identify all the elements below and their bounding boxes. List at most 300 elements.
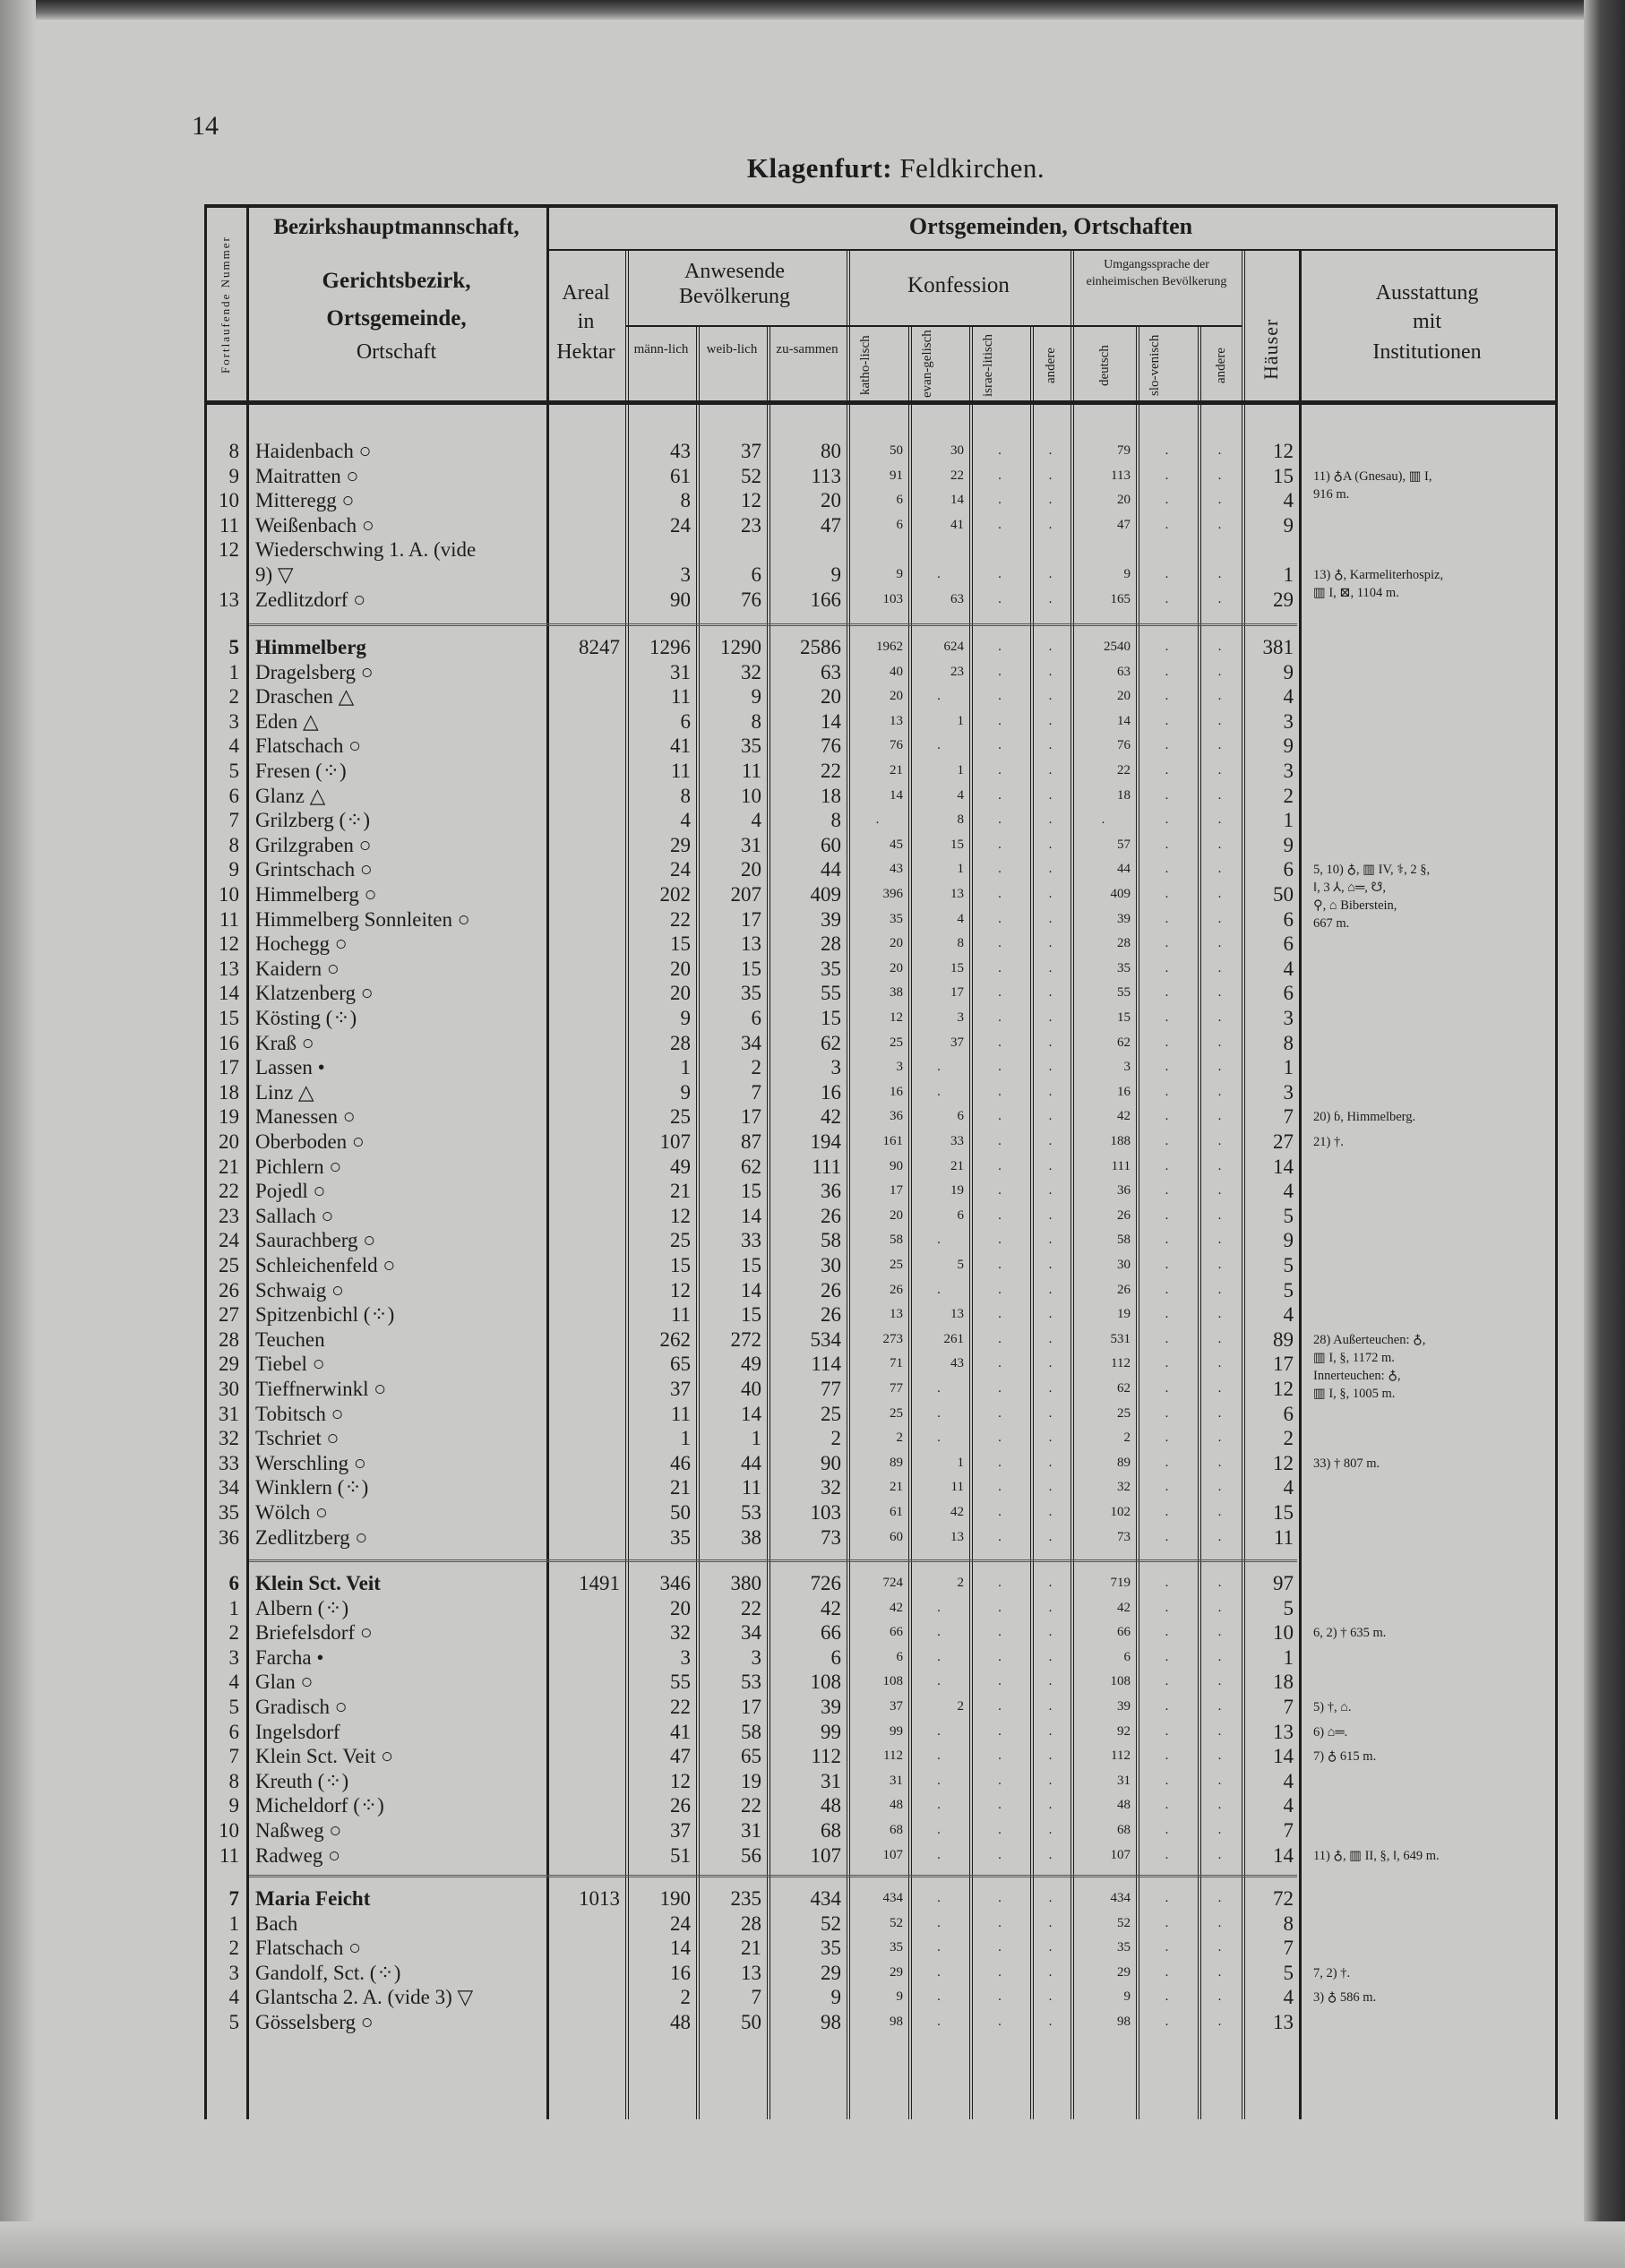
male-value: 14 (670, 1937, 691, 1960)
german-value: 108 (1110, 1674, 1131, 1689)
female-value: 1 (751, 1427, 761, 1450)
female-value: 56 (741, 1843, 761, 1867)
slovene-value: . (1165, 1060, 1169, 1075)
other-language-value: . (1217, 2015, 1222, 2029)
houses-value: 9 (1283, 833, 1294, 856)
other-confession-value: . (1048, 1798, 1053, 1813)
header-rule (625, 325, 847, 327)
israelite-value: . (998, 812, 1002, 828)
houses-value: 14 (1273, 1843, 1294, 1867)
catholic-value: 29 (890, 1964, 903, 1980)
german-value: 14 (1117, 713, 1131, 728)
other-language-value: . (1217, 1480, 1222, 1495)
other-language-value: . (1217, 443, 1222, 458)
slovene-value: . (1165, 1600, 1169, 1615)
section-separator (249, 1875, 1297, 1877)
column-rule (696, 325, 697, 2119)
total-value: 534 (810, 1327, 841, 1351)
total-value: 108 (810, 1671, 841, 1694)
facilities-note: 11) ♁A (Gnesau), ▥ I, 916 m. (1313, 468, 1432, 502)
israelite-value: . (998, 787, 1002, 803)
other-confession-value: . (1048, 1600, 1053, 1615)
slovene-value: . (1165, 1505, 1169, 1519)
other-confession-value: . (1048, 960, 1053, 975)
israelite-value: . (998, 1964, 1002, 1980)
locality-name: Klein Sct. Veit ○ (255, 1745, 394, 1768)
male-value: 48 (670, 2011, 691, 2033)
male-value: 26 (670, 1794, 691, 1817)
israelite-value: . (998, 1207, 1002, 1223)
slovene-value: . (1165, 1480, 1169, 1495)
houses-value: 97 (1273, 1572, 1294, 1594)
houses-value: 381 (1262, 636, 1294, 658)
slovene-value: . (1165, 1576, 1169, 1590)
houses-value: 4 (1283, 1303, 1294, 1327)
catholic-value: 48 (890, 1798, 903, 1813)
german-value: 62 (1117, 1381, 1131, 1396)
row-number: 30 (219, 1378, 239, 1400)
locality-name: Oberboden ○ (255, 1130, 365, 1153)
total-value: 36 (821, 1180, 841, 1203)
slovene-value: . (1165, 1084, 1169, 1099)
other-confession-value: . (1048, 1964, 1053, 1980)
german-value: 107 (1110, 1847, 1131, 1862)
female-value: 7 (751, 1986, 761, 2009)
evangelic-value: . (937, 1649, 941, 1664)
other-language-value: . (1217, 1649, 1222, 1664)
german-value: 20 (1117, 689, 1131, 704)
municipality-name: Maria Feicht (255, 1887, 371, 1910)
total-value: 166 (810, 588, 841, 611)
column-rule (911, 325, 912, 2119)
slovene-value: . (1165, 640, 1169, 654)
locality-name: Farcha • (255, 1645, 324, 1669)
locality-name: Briefelsdorf ○ (255, 1621, 373, 1645)
other-confession-value: . (1048, 1480, 1053, 1495)
locality-name: Eden △ (255, 709, 319, 733)
german-value: 6 (1123, 1649, 1131, 1664)
evangelic-value: 15 (950, 837, 964, 852)
total-value: 58 (821, 1229, 841, 1252)
other-confession-value: . (1048, 1915, 1053, 1930)
other-language-value: . (1217, 1084, 1222, 1099)
female-value: 4 (751, 809, 761, 832)
houses-value: 9 (1283, 735, 1294, 758)
german-value: 112 (1111, 1748, 1131, 1764)
female-value: 76 (741, 588, 761, 611)
female-value: 22 (741, 1794, 761, 1817)
israelite-value: . (998, 664, 1002, 679)
israelite-value: . (998, 1158, 1002, 1173)
other-confession-value: . (1048, 1233, 1053, 1248)
evangelic-value: 33 (950, 1134, 964, 1148)
houses-value: 3 (1283, 1080, 1294, 1104)
evangelic-value: . (937, 567, 941, 581)
male-value: 20 (670, 982, 691, 1005)
other-language-value: . (1217, 689, 1222, 704)
municipality-name: Klein Sct. Veit (255, 1572, 381, 1594)
slovene-value: . (1165, 1109, 1169, 1124)
catholic-value: 273 (882, 1331, 903, 1346)
slovene-value: . (1165, 812, 1169, 828)
female-value: 2 (751, 1056, 761, 1079)
male-value: 24 (670, 858, 691, 881)
total-value: 99 (821, 1720, 841, 1743)
facilities-note: 33) † 807 m. (1313, 1456, 1380, 1471)
slovene-value: . (1165, 1307, 1169, 1322)
slovene-value: . (1165, 591, 1169, 606)
male-value: 31 (670, 660, 691, 683)
slovene-value: . (1165, 887, 1169, 901)
slovene-value: . (1165, 1989, 1169, 2005)
row-number: 5 (228, 1696, 239, 1718)
evangelic-value: . (937, 1084, 941, 1099)
german-value: 188 (1110, 1134, 1131, 1148)
column-rule (1200, 325, 1201, 2119)
slovene-value: . (1165, 1773, 1169, 1788)
male-value: 35 (670, 1525, 691, 1549)
row-number: 4 (228, 1986, 239, 2009)
slovene-value: . (1165, 1405, 1169, 1421)
female-value: 22 (741, 1596, 761, 1619)
other-language-value: . (1217, 1010, 1222, 1025)
column-rule (1198, 325, 1199, 2119)
catholic-value: 71 (890, 1356, 903, 1371)
german-value: 73 (1117, 1529, 1131, 1544)
evangelic-value: . (937, 1964, 941, 1980)
row-number: 8 (228, 833, 239, 856)
catholic-value: 61 (890, 1505, 903, 1519)
houses-value: 29 (1273, 588, 1294, 611)
total-value: 26 (821, 1204, 841, 1227)
male-value: 25 (670, 1105, 691, 1129)
slovene-value: . (1165, 1940, 1169, 1955)
houses-value: 7 (1283, 1819, 1294, 1842)
israelite-value: . (998, 567, 1002, 581)
slovene-value: . (1165, 713, 1169, 728)
catholic-value: 161 (882, 1134, 903, 1148)
catholic-value: 37 (890, 1699, 903, 1714)
total-value: 2 (830, 1427, 841, 1450)
locality-name: Werschling ○ (255, 1451, 366, 1474)
houses-value: 12 (1273, 440, 1294, 462)
catholic-value: 20 (890, 689, 903, 704)
other-language-value: . (1217, 1847, 1222, 1862)
catholic-value: 58 (890, 1233, 903, 1248)
other-confession-value: . (1048, 1430, 1053, 1446)
row-number: 11 (219, 907, 239, 931)
israelite-value: . (998, 1381, 1002, 1396)
german-value: 20 (1117, 493, 1131, 508)
slovene-value: . (1165, 567, 1169, 581)
header-slovene: slo-venisch (1148, 334, 1162, 397)
column-rule (849, 249, 850, 2119)
other-language-value: . (1217, 1674, 1222, 1689)
other-confession-value: . (1048, 1405, 1053, 1421)
locality-name: Mitteregg ○ (255, 489, 355, 512)
other-confession-value: . (1048, 1084, 1053, 1099)
female-value: 58 (741, 1720, 761, 1743)
facilities-note: 21) †. (1313, 1135, 1344, 1149)
male-value: 11 (670, 685, 691, 709)
other-language-value: . (1217, 1989, 1222, 2005)
column-rule (1244, 249, 1245, 2119)
male-value: 262 (659, 1327, 691, 1351)
female-value: 235 (730, 1887, 761, 1910)
female-value: 23 (741, 513, 761, 537)
slovene-value: . (1165, 1207, 1169, 1223)
header-district-line4: Ortschaft (356, 340, 437, 364)
page-title (627, 152, 1165, 185)
other-language-value: . (1217, 1282, 1222, 1297)
houses-value: 5 (1283, 1204, 1294, 1227)
israelite-value: . (998, 1258, 1002, 1272)
other-language-value: . (1217, 1915, 1222, 1930)
locality-name: Albern (⁘) (255, 1596, 349, 1619)
other-language-value: . (1217, 1699, 1222, 1714)
other-confession-value: . (1048, 2015, 1053, 2029)
slovene-value: . (1165, 1356, 1169, 1371)
female-value: 8 (751, 709, 761, 733)
other-language-value: . (1217, 1356, 1222, 1371)
total-value: 434 (810, 1887, 841, 1910)
male-value: 107 (659, 1130, 691, 1153)
male-value: 22 (670, 907, 691, 931)
other-language-value: . (1217, 1576, 1222, 1590)
row-number: 6 (228, 1572, 239, 1594)
total-value: 15 (821, 1007, 841, 1029)
german-value: 16 (1117, 1084, 1131, 1099)
other-language-value: . (1217, 468, 1222, 483)
female-value: 65 (741, 1745, 761, 1768)
israelite-value: . (998, 1010, 1002, 1025)
houses-value: 5 (1283, 1596, 1294, 1619)
female-value: 6 (751, 1007, 761, 1029)
female-value: 49 (741, 1353, 761, 1376)
israelite-value: . (998, 1847, 1002, 1862)
row-number: 5 (228, 636, 239, 658)
male-value: 50 (670, 1501, 691, 1524)
other-confession-value: . (1048, 1891, 1053, 1905)
catholic-value: 77 (890, 1381, 903, 1396)
total-value: 107 (810, 1843, 841, 1867)
male-value: 16 (670, 1961, 691, 1984)
evangelic-value: . (937, 1940, 941, 1955)
other-language-value: . (1217, 1158, 1222, 1173)
german-value: 63 (1117, 664, 1131, 679)
row-number: 24 (219, 1229, 239, 1252)
total-value: 47 (821, 513, 841, 537)
total-value: 42 (821, 1105, 841, 1129)
female-value: 87 (741, 1130, 761, 1153)
locality-name: Bach (255, 1911, 298, 1935)
header-other-confession: andere (1044, 348, 1058, 383)
evangelic-value: . (937, 1060, 941, 1075)
evangelic-value: 1 (957, 763, 964, 777)
german-value: 98 (1117, 2015, 1131, 2029)
israelite-value: . (998, 1748, 1002, 1764)
german-value: . (1101, 812, 1105, 828)
israelite-value: . (998, 1505, 1002, 1519)
locality-name: Schwaig ○ (255, 1278, 344, 1302)
other-confession-value: . (1048, 567, 1053, 581)
total-value: 42 (821, 1596, 841, 1619)
header-female: weib-lich (706, 342, 758, 357)
israelite-value: . (998, 1134, 1002, 1148)
israelite-value: . (998, 862, 1002, 877)
female-value: 272 (730, 1327, 761, 1351)
female-value: 28 (741, 1911, 761, 1935)
total-value: 20 (821, 489, 841, 512)
german-value: 22 (1117, 763, 1131, 777)
scan-edge-bottom (0, 2221, 1625, 2268)
other-language-value: . (1217, 862, 1222, 877)
row-number: 11 (219, 1843, 239, 1867)
header-houses: Häuser (1260, 318, 1282, 381)
male-value: 37 (670, 1378, 691, 1400)
german-value: 35 (1117, 1940, 1131, 1955)
row-number: 31 (219, 1402, 239, 1425)
slovene-value: . (1165, 1748, 1169, 1764)
houses-value: 10 (1273, 1621, 1294, 1645)
slovene-value: . (1165, 1258, 1169, 1272)
catholic-value: 25 (890, 1405, 903, 1421)
slovene-value: . (1165, 468, 1169, 483)
row-number: 8 (228, 440, 239, 462)
evangelic-value: . (937, 1233, 941, 1248)
total-value: 18 (821, 784, 841, 807)
male-value: 15 (670, 1254, 691, 1276)
other-language-value: . (1217, 837, 1222, 852)
israelite-value: . (998, 1576, 1002, 1590)
male-value: 55 (670, 1671, 691, 1694)
houses-value: 12 (1273, 1451, 1294, 1474)
column-rule (1033, 325, 1034, 2119)
header-total: zu-sammen (776, 342, 838, 357)
houses-value: 17 (1273, 1353, 1294, 1376)
male-value: 43 (670, 440, 691, 462)
header-facilities-line1: Ausstattung (1375, 281, 1479, 305)
german-value: 15 (1117, 1010, 1131, 1025)
section-separator (249, 623, 1297, 626)
evangelic-value: 14 (950, 493, 964, 508)
row-number: 20 (219, 1130, 239, 1153)
locality-name: Gandolf, Sct. (⁘) (255, 1961, 401, 1984)
israelite-value: . (998, 1699, 1002, 1714)
female-value: 31 (741, 1819, 761, 1842)
row-number: 22 (219, 1180, 239, 1203)
facilities-note: 3) ♁ 586 m. (1313, 1990, 1377, 2006)
total-value: 111 (812, 1155, 841, 1178)
catholic-value: 6 (896, 1649, 903, 1664)
israelite-value: . (998, 1798, 1002, 1813)
other-confession-value: . (1048, 1207, 1053, 1223)
houses-value: 6 (1283, 982, 1294, 1005)
evangelic-value: 5 (957, 1258, 964, 1272)
total-value: 30 (821, 1254, 841, 1276)
houses-value: 1 (1283, 1056, 1294, 1079)
header-area-line3: Hektar (556, 340, 615, 364)
row-number: 27 (219, 1303, 239, 1327)
row-number: 16 (219, 1031, 239, 1054)
other-confession-value: . (1048, 713, 1053, 728)
header-rule (204, 400, 1555, 405)
other-language-value: . (1217, 985, 1222, 1001)
other-confession-value: . (1048, 1823, 1053, 1837)
israelite-value: . (998, 689, 1002, 704)
houses-value: 11 (1273, 1525, 1294, 1549)
locality-name: Pichlern ○ (255, 1155, 342, 1178)
total-value: 63 (821, 660, 841, 683)
locality-name: Dragelsberg ○ (255, 660, 374, 683)
other-language-value: . (1217, 911, 1222, 926)
houses-value: 15 (1273, 1501, 1294, 1524)
houses-value: 89 (1273, 1327, 1294, 1351)
evangelic-value: 2 (957, 1699, 964, 1714)
other-confession-value: . (1048, 1773, 1053, 1788)
houses-value: 72 (1273, 1887, 1294, 1910)
evangelic-value: . (937, 1430, 941, 1446)
male-value: 4 (680, 809, 691, 832)
slovene-value: . (1165, 1649, 1169, 1664)
other-confession-value: . (1048, 1505, 1053, 1519)
female-value: 3 (751, 1645, 761, 1669)
evangelic-value: 21 (950, 1158, 964, 1173)
male-value: 3 (680, 563, 691, 586)
row-number: 3 (228, 1645, 239, 1669)
catholic-value: 20 (890, 936, 903, 951)
column-rule (1136, 325, 1137, 2119)
other-language-value: . (1217, 1207, 1222, 1223)
male-value: 32 (670, 1621, 691, 1645)
male-value: 47 (670, 1745, 691, 1768)
houses-value: 3 (1283, 709, 1294, 733)
israelite-value: . (998, 1529, 1002, 1544)
header-district-line3: Ortsgemeinde, (326, 306, 467, 331)
row-number: 9 (228, 1794, 239, 1817)
row-number: 25 (219, 1254, 239, 1276)
catholic-value: 66 (890, 1625, 903, 1640)
row-number: 7 (228, 809, 239, 832)
israelite-value: . (998, 1940, 1002, 1955)
locality-name: Wölch ○ (255, 1501, 328, 1524)
evangelic-value: 4 (957, 911, 964, 926)
female-value: 1290 (720, 636, 761, 658)
houses-value: 50 (1273, 883, 1294, 906)
other-language-value: . (1217, 1307, 1222, 1322)
total-value: 98 (821, 2011, 841, 2033)
catholic-value: 35 (890, 911, 903, 926)
male-value: 346 (659, 1572, 691, 1594)
female-value: 52 (741, 464, 761, 487)
german-value: 79 (1117, 443, 1131, 458)
houses-value: 6 (1283, 1402, 1294, 1425)
male-value: 9 (680, 1007, 691, 1029)
total-value: 20 (821, 685, 841, 709)
male-value: 46 (670, 1451, 691, 1474)
locality-name: Tobitsch ○ (255, 1402, 344, 1425)
catholic-value: 38 (890, 985, 903, 1001)
houses-value: 4 (1283, 1794, 1294, 1817)
male-value: 25 (670, 1229, 691, 1252)
houses-value: 2 (1283, 1427, 1294, 1450)
german-value: 76 (1117, 738, 1131, 753)
locality-name: Teuchen (255, 1327, 325, 1351)
row-number: 18 (219, 1080, 239, 1104)
catholic-value: 13 (890, 713, 903, 728)
row-number: 2 (228, 1621, 239, 1645)
other-language-value: . (1217, 1183, 1222, 1198)
